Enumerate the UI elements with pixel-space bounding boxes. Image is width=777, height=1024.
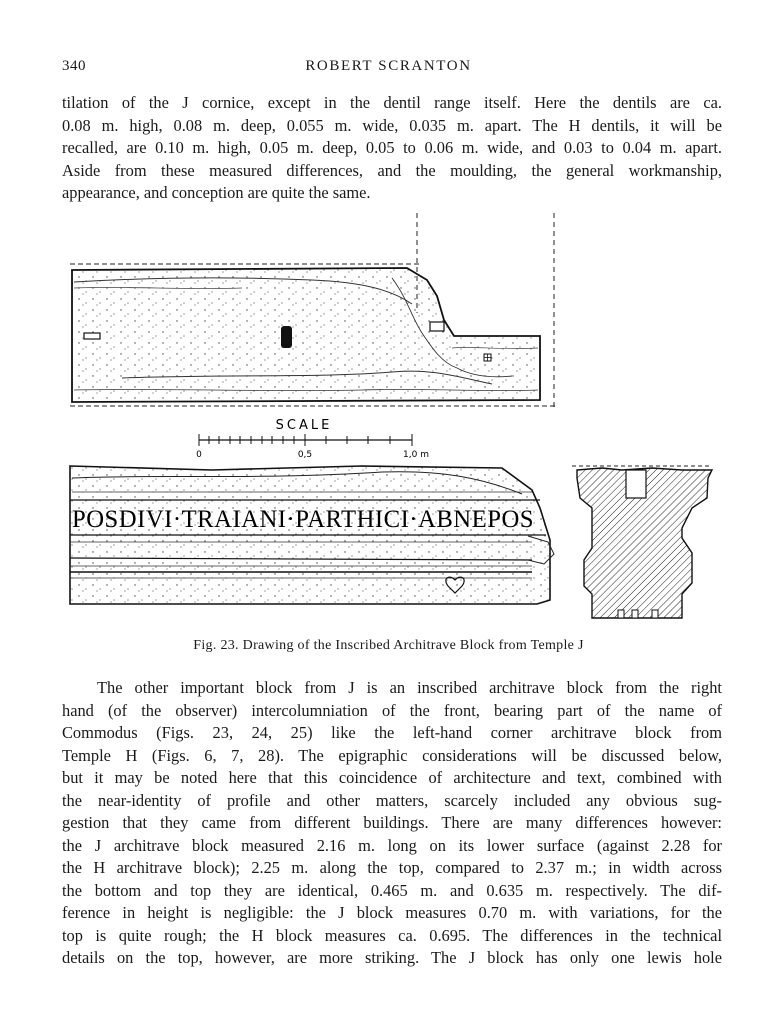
front-elevation [70,466,554,604]
paragraph-bottom [62,677,722,970]
text-line: the bottom and top they are identical, 0.465 m. and 0.635 m. respectively. The dif- [62,880,722,900]
text-line: ference in height is negligible: the J block measures 0.70 m. with variations, for the [62,903,722,922]
page-number: 340 [62,58,86,74]
text-line: gestion that they came from different buildings. There are many differences however: [62,813,722,832]
text-line: Temple H (Figs. 6, 7, 28). The epigraphic considerations will be discussed below, [62,745,722,765]
text-line: top is quite rough; the H block measures ca. 0.695. The differences in the technical [62,925,722,945]
text-line: recalled, are 0.10 m. high, 0.05 m. deep, 0.05 to 0.06 m. wide, and 0.03 to 0.04 m. apart. [62,138,722,157]
text-line: 0.08 m. high, 0.08 m. deep, 0.055 m. wide, 0.035 m. apart. The H dentils, it will be [62,115,722,135]
text-line: Aside from these measured differences, and the moulding, the general workmanship, [62,160,722,180]
architrave-drawing [62,208,722,633]
text-line: appearance, and conception are quite the same. [62,183,371,202]
inscription-text: POSDIVI·TRAIANI·PARTHICI·ABNEPOS [72,506,534,533]
text-line: hand (of the observer) intercolumniation of the front, bearing part of the name of [62,700,722,720]
text-line: tilation of the J cornice, except in the dentil range itself. Here the dentils are ca. [62,93,722,112]
scale-label-half: 0,5 [297,450,313,460]
text-line: Commodus (Figs. 23, 24, 25) like the left-hand corner architrave block from [62,723,722,742]
text-line: the H architrave block); 2.25 m. along the top, compared to 2.37 m.; in width across [62,858,722,877]
figure-caption: Fig. 23. Drawing of the Inscribed Architrave Block from Temple J [193,638,584,653]
text-line: The other important block from J is an inscribed architrave block from the right [97,678,722,697]
text-line: but it may be noted here that this coincidence of architecture and text, combined with [62,768,722,787]
scale-title: SCALE [275,418,333,433]
scale-bar [196,418,429,460]
figure-23 [62,208,722,633]
scale-label-0: 0 [196,450,202,460]
text-line: the J architrave block measured 2.16 m. long on its lower surface (against 2.28 for [62,835,722,855]
text-line: the near-identity of profile and other matters, scarcely included any obvious sug- [62,790,722,810]
paragraph-top [62,92,722,205]
scale-label-1m: 1,0 m [403,450,429,460]
section-profile [572,466,712,618]
running-head: ROBERT SCRANTON [305,58,472,74]
plan-view [70,213,557,408]
text-line: details on the top, however, are more striking. The J block has only one lewis hole [62,948,722,967]
